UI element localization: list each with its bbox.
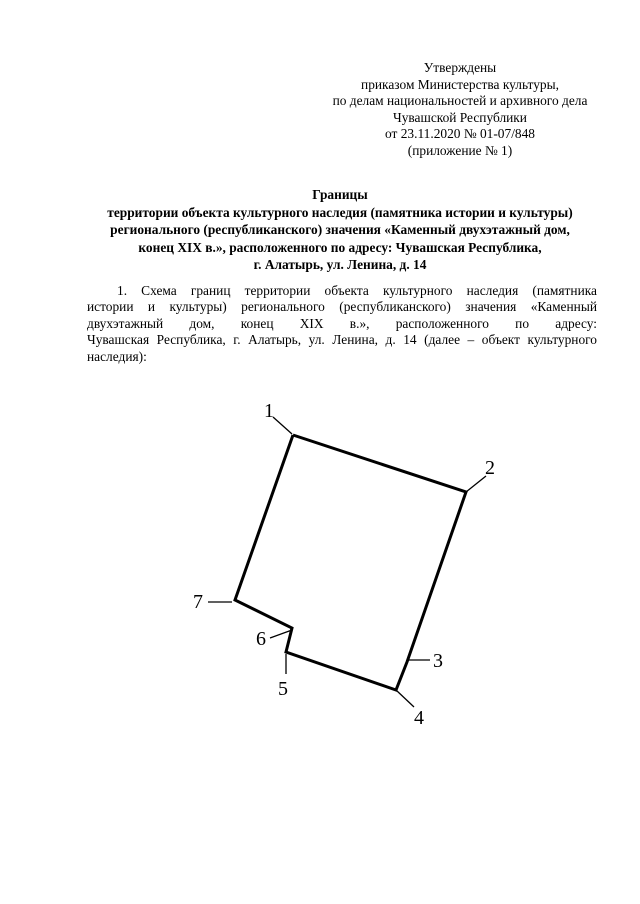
title-line: конец XIX в.», расположенного по адресу: Чувашская Республика, (138, 239, 542, 255)
point-label-2: 2 (485, 457, 495, 479)
paragraph-line: наследия): (87, 348, 147, 364)
point-label-4: 4 (414, 707, 424, 729)
approval-line: по делам национальностей и архивного дела (332, 93, 588, 108)
approval-line: от 23.11.2020 № 01-07/848 (385, 126, 535, 141)
approval-line: приказом Министерства культуры, (361, 76, 559, 92)
approval-line: Утверждены (423, 60, 497, 75)
boundary-outline (235, 435, 466, 690)
point-label-5: 5 (278, 678, 288, 700)
paragraph-line: двухэтажный дом, конец XIX в.», расположенного по адресу: (87, 315, 597, 331)
point-label-7: 7 (193, 591, 203, 613)
title-line: г. Алатырь, ул. Ленина, д. 14 (253, 257, 427, 273)
title-line: регионального (республиканского) значения «Каменный двухэтажный дом, (110, 222, 570, 238)
paragraph-line: 1. Схема границ территории объекта культурного наследия (памятника (117, 283, 597, 298)
title-line: Границы (312, 187, 368, 202)
document-title (40, 186, 640, 274)
point-label-6: 6 (256, 628, 266, 650)
paragraph-1 (87, 283, 597, 365)
boundary-scheme (0, 380, 640, 740)
paragraph-line: истории и культуры) регионального (республиканского) значения «Каменный (87, 299, 597, 315)
approval-line: (приложение № 1) (407, 142, 513, 158)
point-label-1: 1 (264, 400, 274, 422)
title-line: территории объекта культурного наследия (памятника истории и культуры) (107, 204, 573, 220)
approval-line: Чувашской Республики (393, 109, 527, 125)
point-label-3: 3 (433, 650, 443, 672)
paragraph-line: Чувашская Республика, г. Алатырь, ул. Ленина, д. 14 (далее – объект культурного (87, 332, 597, 348)
approval-block (300, 60, 620, 159)
